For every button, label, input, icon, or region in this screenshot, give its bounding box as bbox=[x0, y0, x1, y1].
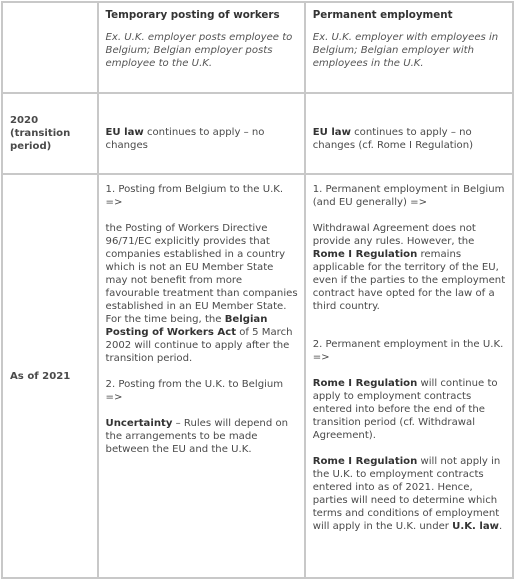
row-2020 bbox=[2, 93, 513, 174]
row-label-2020 bbox=[2, 93, 98, 174]
row-label-2020-text: 2020 (transition period) bbox=[10, 115, 71, 152]
para-permanent-uk: 2. Permanent employment in the U.K. => bbox=[312, 339, 504, 363]
column-title-permanent: Permanent employment bbox=[312, 9, 453, 21]
column-title-temporary: Temporary posting of workers bbox=[105, 9, 280, 21]
column-example-permanent: Ex. U.K. employer with employees in Belgium; Belgian employer with employees in the U.K. bbox=[312, 32, 499, 69]
bold-eu-law: EU law bbox=[105, 127, 144, 138]
cell-2021-temporary bbox=[98, 174, 305, 578]
bold-uncertainty: Uncertainty bbox=[105, 418, 173, 429]
bold-rome-i: Rome I Regulation bbox=[312, 378, 418, 389]
para-uncertainty: Uncertainty – Rules will depend on the arrangements to be made between the EU and the U.K. bbox=[105, 418, 289, 455]
bold-eu-law: EU law bbox=[312, 127, 351, 138]
header-temporary-posting bbox=[98, 2, 305, 93]
para-posting-directive: the Posting of Workers Directive 96/71/EC explicitly provides that companies established in a country which is not an EU Member State may not benefit from more favourable treatment than companies established in an EU Member State. For the time being, the Belgian Posting of Workers Act of 5 March 2002 will continue to apply after the transition period. bbox=[105, 223, 298, 364]
bold-rome-i: Rome I Regulation bbox=[312, 456, 418, 467]
para-posting-uk-be: 2. Posting from the U.K. to Belgium => bbox=[105, 379, 284, 403]
para-withdrawal-agreement: Withdrawal Agreement does not provide any rules. However, the Rome I Regulation remains applicable for the territory of the EU, even if the parties to the employment contract have opted for the law of a third country. bbox=[312, 223, 506, 312]
text-2020-permanent: EU law continues to apply – no changes (cf. Rome I Regulation) bbox=[312, 127, 474, 151]
cell-2020-permanent bbox=[305, 93, 513, 174]
cell-2020-temporary bbox=[98, 93, 305, 174]
row-2021 bbox=[2, 174, 513, 578]
column-example-temporary: Ex. U.K. employer posts employee to Belgium; Belgian employer posts employee to the U.K. bbox=[105, 32, 293, 69]
row-label-2021 bbox=[2, 174, 98, 578]
header-row bbox=[2, 2, 513, 93]
para-posting-be-uk: 1. Posting from Belgium to the U.K. => bbox=[105, 184, 284, 208]
para-permanent-belgium: 1. Permanent employment in Belgium (and EU generally) => bbox=[312, 184, 505, 208]
text-2020-temporary: EU law continues to apply – no changes bbox=[105, 127, 265, 151]
bold-rome-i: Rome I Regulation bbox=[312, 249, 418, 260]
para-rome-i-continue: Rome I Regulation will continue to apply to employment contracts entered into before the end of the transition period (cf. Withdrawal Agreement). bbox=[312, 378, 498, 441]
row-label-2021-text: As of 2021 bbox=[10, 370, 71, 382]
header-empty-cell bbox=[2, 2, 98, 93]
comparison-table bbox=[1, 1, 514, 579]
bold-belgian-posting-act: Belgian Posting of Workers Act bbox=[105, 314, 268, 338]
header-permanent-employment bbox=[305, 2, 513, 93]
bold-uk-law: U.K. law bbox=[452, 521, 499, 532]
cell-2021-permanent bbox=[305, 174, 513, 578]
para-rome-i-not-apply: Rome I Regulation will not apply in the U.K. to employment contracts entered into as of 2021. Hence, parties will need to determine which terms and conditions of employment will apply in the U.K. under U.K. law. bbox=[312, 456, 503, 532]
